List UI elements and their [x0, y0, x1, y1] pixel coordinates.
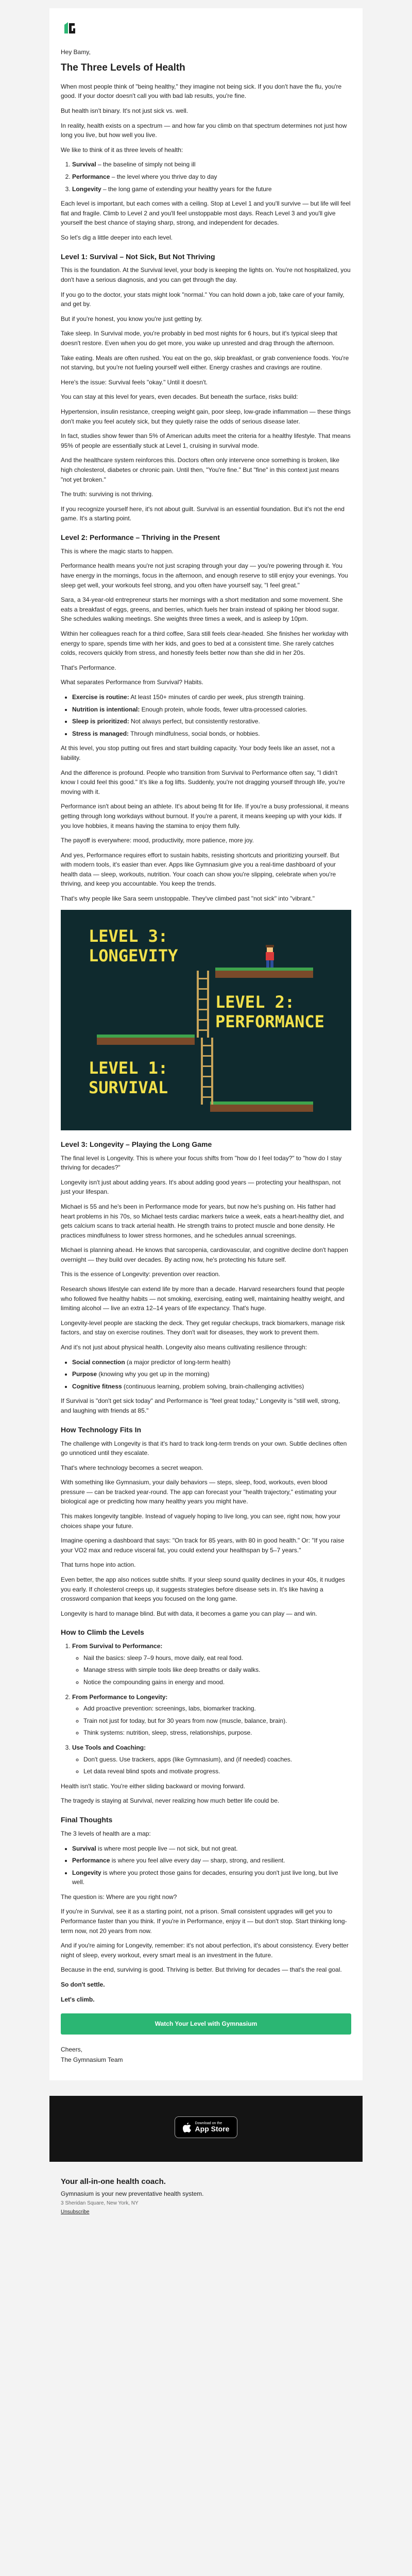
list-item: • Nutrition is intentional: Enough protein, whole foods, fewer ultra-processed calories. — [72, 705, 351, 715]
list-item: 1. From Survival to Performance: ◦ Nail the basics: sleep 7–9 hours, move daily, eat real food. ◦ Manage stress with simple tools like deep breaths or daily walks. ◦ Notice the compounding gains in energy and mood. — [72, 1641, 351, 1687]
paragraph: The challenge with Longevity is that it's hard to track long-term trends on your own. Subtle declines often go unnoticed until they escalate. — [61, 1439, 347, 1457]
list-item: • Survival is where most people live — not sick, but not great. — [72, 1844, 351, 1854]
paragraph: And the difference is profound. People who transition from Survival to Performance often say, "I didn't know I could feel this good." It's like a fog lifts. Suddenly, you're not dragging yourself through life, you're moving with it. — [61, 769, 345, 795]
apple-icon — [183, 2123, 191, 2132]
paragraph: With something like Gymnasium, your daily behaviors — steps, sleep, food, workouts, even blood pressure — can be tracked year-round. The app can forecast your "health trajectory," estimating your biological age or predicting how many healthy years you might have. — [61, 1479, 337, 1505]
intro-paragraph: We like to think of it as three levels of health: — [61, 146, 183, 154]
hero-label-level3-text: LEVEL 3: LONGEVITY — [89, 926, 178, 965]
footer-tagline: Your all-in-one health coach. — [61, 2177, 166, 2186]
list-item: • Purpose (knowing why you get up in the morning) — [72, 1369, 351, 1379]
list-item: ◦ Think systems: nutrition, sleep, stress, relationships, purpose. — [83, 1728, 351, 1738]
platform-level1 — [210, 1105, 313, 1112]
app-store-button[interactable] — [175, 2116, 237, 2138]
paragraph: The 3 levels of health are a map: — [61, 1829, 151, 1837]
paragraph: Performance isn't about being an athlete. It's about being fit for life. If you're a busy professional, it means getting through long workdays without burnout. If you're a parent, it means keeping up with your kids. If you love hobbies, it means having the stamina to enjoy them fully. — [61, 803, 349, 829]
greeting: Hey Bamy, — [61, 48, 91, 56]
paragraph: The final level is Longevity. This is where your focus shifts from "how do I feel today?" to "how do I stay thriving for decades?" — [61, 1154, 342, 1172]
paragraph: So don't settle. — [61, 1981, 105, 1989]
hero-illustration — [61, 910, 351, 1130]
paragraph: If Survival is "don't get sick today" and Performance is "feel great today," Longevity is "still well, strong, and laughing with friends at 85." — [61, 1397, 340, 1415]
page-title: The Three Levels of Health — [61, 62, 185, 74]
paragraph: And it's not just about physical health. Longevity also means cultivating resilience through: — [61, 1344, 307, 1351]
paragraph: In fact, studies show fewer than 5% of American adults meet the criteria for a healthy lifestyle. That means 95% of people are essentially stuck at Level 1, cruising in survival mode. — [61, 432, 351, 449]
list-item: • Stress is managed: Through mindfulness, social bonds, or hobbies. — [72, 729, 351, 739]
intro-paragraph: When most people think of "being healthy," they imagine not being sick. If you don't have the flu, you're good. If your doctor doesn't call you with bad lab results, you're fine. — [61, 82, 342, 100]
section-heading-climb: How to Climb the Levels — [61, 1628, 144, 1637]
footer — [49, 2162, 363, 2239]
list-item: 2. Performance – the level where you thrive day to day — [72, 172, 351, 182]
paragraph: Take eating. Meals are often rushed. You eat on the go, skip breakfast, or grab convenience foods. You're not starving, but you're not fueling yourself well either. Energy crashes and cravings are routine. — [61, 354, 349, 371]
paragraph: The tragedy is staying at Survival, never realizing how much better life could be. — [61, 1797, 280, 1805]
list-item: ◦ Nail the basics: sleep 7–9 hours, move daily, eat real food. — [83, 1653, 351, 1663]
paragraph: Here's the issue: Survival feels "okay." Until it doesn't. — [61, 378, 208, 386]
pillars-list — [61, 1358, 351, 1392]
paragraph: Let's climb. — [61, 1995, 95, 2003]
paragraph: That's where technology becomes a secret weapon. — [61, 1464, 203, 1471]
list-item: ◦ Add proactive prevention: screenings, labs, biomarker tracking. — [83, 1704, 351, 1714]
intro-paragraph: In reality, health exists on a spectrum — and how far you climb on that spectrum determines not just how long you live, but how well you live. — [61, 122, 347, 139]
cta-wrapper — [61, 2013, 351, 2035]
list-item: 1. Survival – the baseline of simply not being ill — [72, 160, 351, 170]
intro-paragraph: Each level is important, but each comes with a ceiling. Stop at Level 1 and you'll survive — but life will feel flat and fragile. Climb to Level 2 and you'll feel unstoppable most days. Reach Level 3 and you'll give yourself the best chance of staying sharp, strong, and independent for decades. — [61, 200, 351, 227]
footer-description: Gymnasium is your new preventative health system. — [61, 2190, 204, 2197]
paragraph: Hypertension, insulin resistance, creeping weight gain, poor sleep, low-grade inflammation — these things don't make you feel acutely sick, but they quietly raise the odds of serious disease later. — [61, 408, 351, 425]
platform-level2 — [97, 1038, 195, 1045]
paragraph: The question is: Where are you right now? — [61, 1893, 177, 1901]
list-item: 3. Use Tools and Coaching: ◦ Don't guess. Use trackers, apps (like Gymnasium), and (if needed) coaches. ◦ Let data reveal blind spots and motivate progress. — [72, 1743, 351, 1776]
final-levels-list — [61, 1844, 351, 1887]
paragraph: This is where the magic starts to happen. — [61, 547, 174, 555]
paragraph: Health isn't static. You're either sliding backward or moving forward. — [61, 1782, 246, 1790]
list-item: 2. From Performance to Longevity: ◦ Add proactive prevention: screenings, labs, biomarker tracking. ◦ Train not just for today, but for 30 years from now (muscle, balance, brain). ◦ Think systems: nutrition, sleep, stress, relationships, purpose. — [72, 1692, 351, 1738]
paragraph: Within her colleagues reach for a third coffee, Sara still feels clear-headed. She finishes her workday with energy to spare, spends time with her kids, and goes to bed at a consistent time. She rarely catches colds, recovers quickly from stress, and honestly feels better now than she did in her 20s. — [61, 630, 349, 657]
paragraph: And the healthcare system reinforces this. Doctors often only intervene once something is broken, like high cholesterol, diabetes or chronic pain. Until then, "You're fine." But "fine" in this context just means "not yet broken." — [61, 456, 339, 483]
section-heading-tech: How Technology Fits In — [61, 1425, 142, 1434]
pixel-levels-illustration — [61, 910, 351, 1130]
footer-address: 3 Sheridan Square, New York, NY — [61, 2200, 139, 2206]
habits-list — [61, 692, 351, 738]
intro-paragraph: So let's dig a little deeper into each level. — [61, 234, 173, 241]
gymnasium-logo-icon — [61, 20, 78, 37]
list-item: • Sleep is prioritized: Not always perfect, but consistently restorative. — [72, 717, 351, 726]
list-item: • Cognitive fitness (continuous learning, problem solving, brain-challenging activities) — [72, 1382, 351, 1392]
signoff-line: Cheers, — [61, 2045, 83, 2053]
paragraph: If you go to the doctor, your stats might look "normal." You can hold down a job, take care of your family, and get by. — [61, 291, 345, 308]
paragraph: Michael is planning ahead. He knows that sarcopenia, cardiovascular, and cognitive decline don't happen overnight — they build over decades. By acting now, he's protecting his future self. — [61, 1246, 348, 1263]
list-item: • Longevity is where you protect those gains for decades, ensuring you don't just live long, but live well. — [72, 1868, 351, 1887]
paragraph: Imagine opening a dashboard that says: "On track for 85 years, with 80 in good health." Or: "If you raise your VO2 max and reduce visceral fat, you could extend your healthspan by 5–7 years." — [61, 1537, 345, 1554]
paragraph: The payoff is everywhere: mood, productivity, more patience, more joy. — [61, 837, 254, 844]
paragraph: That's why people like Sara seem unstoppable. They've climbed past "not sick" into "vibrant." — [61, 895, 315, 903]
list-item: • Performance is where you feel alive every day — sharp, strong, and resilient. — [72, 1856, 351, 1866]
list-item: ◦ Let data reveal blind spots and motivate progress. — [83, 1767, 351, 1776]
hero-label-level2-text: LEVEL 2: PERFORMANCE — [215, 992, 324, 1031]
store-small-text: Download on the — [195, 2121, 222, 2125]
signoff-line: The Gymnasium Team — [61, 2056, 123, 2064]
paragraph: Because in the end, surviving is good. Thriving is better. But thriving for decades — that's the real goal. — [61, 1966, 342, 1974]
paragraph: This makes longevity tangible. Instead of vaguely hoping to live long, you can see, right now, how your choices shape your future. — [61, 1513, 340, 1530]
cta-button[interactable]: Watch Your Level with Gymnasium — [61, 2013, 351, 2035]
paragraph: That's Performance. — [61, 664, 116, 671]
unsubscribe-link[interactable]: Unsubscribe — [61, 2209, 90, 2215]
paragraph: If you're in Survival, see it as a starting point, not a prison. Small consistent upgrades will get you to Performance faster than you think. If you're in Performance, enjoy it — but don't stop. Start thinking long-term now, not 20 years from now. — [61, 1908, 347, 1935]
paragraph: You can stay at this level for years, even decades. But beneath the surface, risks build: — [61, 393, 298, 401]
list-item: ◦ Manage stress with simple tools like deep breaths or daily walks. — [83, 1665, 351, 1675]
paragraph: But if you're honest, you know you're just getting by. — [61, 315, 203, 323]
list-item: ◦ Train not just for today, but for 30 years from now (muscle, balance, brain). — [83, 1716, 351, 1726]
store-big-text: App Store — [195, 2125, 230, 2133]
paragraph: And if you're aiming for Longevity, remember: it's not about perfection, it's about consistency. Every better night of sleep, every workout, every smart meal is an investment in the future. — [61, 1942, 349, 1959]
list-item: • Social connection (a major predictor of long-term health) — [72, 1358, 351, 1367]
platform-level3 — [215, 971, 313, 978]
paragraph: Take sleep. In Survival mode, you're probably in bed most nights for 6 hours, but it's typical sleep that doesn't restore. Even when you do get more, you wake up unrested and drag through the afternoon. — [61, 330, 337, 347]
list-item: 3. Longevity – the long game of extending your healthy years for the future — [72, 184, 351, 194]
paragraph: Michael is 55 and he's been in Performance mode for years, but now he's pushing on. His father had heart problems in his 70s, so Michael tests cardiac markers twice a week, eats a heart-healthy diet, and gets calcium scans to track arterial health. He strength trains to protect muscle and bone density. He practices mindfulness to lower stress hormones, and he schedules annual screenings. — [61, 1202, 344, 1239]
paragraph: Sara, a 34-year-old entrepreneur starts her mornings with a short meditation and some movement. She eats a breakfast of eggs, greens, and berries, which fuels her brain instead of spiking her blood sugar. She schedules walking meetings. She weights three times a week, and is asleep by 10pm. — [61, 596, 343, 623]
paragraph: Research shows lifestyle can extend life by more than a decade. Harvard researchers found that people who followed five healthy habits — not smoking, exercising, eating well, maintaining healthy weight, and limiting alcohol — live an extra 12–14 years of life expectancy. That's huge. — [61, 1285, 345, 1312]
paragraph: This is the foundation. At the Survival level, your body is keeping the lights on. You're not hospitalized, you don't have a serious diagnosis, and you can get through the day. — [61, 266, 351, 284]
intro-paragraph: But health isn't binary. It's not just sick vs. well. — [61, 107, 188, 115]
section-heading-level2: Level 2: Performance – Thriving in the Present — [61, 533, 220, 541]
section-heading-level3: Level 3: Longevity – Playing the Long Game — [61, 1140, 212, 1148]
paragraph: That turns hope into action. — [61, 1561, 136, 1569]
paragraph: If you recognize yourself here, it's not about guilt. Survival is an essential foundation. But it's not the end game. It's a starting point. — [61, 505, 345, 522]
section-heading-final: Final Thoughts — [61, 1816, 113, 1824]
paragraph: What separates Performance from Survival? Habits. — [61, 679, 203, 686]
paragraph: And yes, Performance requires effort to sustain habits, resisting shortcuts and prioritizing yourself. But with modern tools, it's easier than ever. Apps like Gymnasium give you a real-time dashboard of your health data — sleep, workouts, nutrition. Your coach can show you're slipping, celebrate when you're thriving, and keep you accountable. You keep the trends. — [61, 851, 339, 888]
paragraph: At this level, you stop putting out fires and start building capacity. Your body feels like an asset, not a liability. — [61, 744, 335, 761]
paragraph: Longevity is hard to manage blind. But with data, it becomes a game you can play — and win. — [61, 1609, 317, 1617]
paragraph: Even better, the app also notices subtle shifts. If your sleep sound quality declines in your 40s, it nudges you early. If cholesterol creeps up, it suggests strategies before disease sets in. It's like having a crossword companion that keeps you focused on the long game. — [61, 1576, 345, 1603]
list-item: • Exercise is routine: At least 150+ minutes of cardio per week, plus strength training. — [72, 692, 351, 702]
signoff — [61, 2045, 351, 2065]
email-card — [49, 8, 363, 2080]
climb-steps-list — [61, 1641, 351, 1776]
paragraph: This is the essence of Longevity: prevention over reaction. — [61, 1270, 220, 1278]
list-item: ◦ Notice the compounding gains in energy and mood. — [83, 1677, 351, 1687]
hero-label-level1-text: LEVEL 1: SURVIVAL — [89, 1058, 168, 1097]
paragraph: The truth: surviving is not thriving. — [61, 490, 153, 498]
paragraph: Longevity-level people are stacking the deck. They get regular checkups, track biomarkers, manage risk factors, and stay on exercise routines. They don't wait for diseases, they work to prevent them. — [61, 1319, 345, 1336]
paragraph: Performance health means you're not just scraping through your day — you're powering through it. You have energy in the mornings, focus in the afternoon, and enough reserve to still enjoy your evenings. You sleep get well, your workouts feel strong, and you often have yourself say, "I feel great." — [61, 562, 348, 589]
app-store-band — [49, 2096, 363, 2162]
email-container — [49, 0, 363, 2239]
section-heading-level1: Level 1: Survival – Not Sick, But Not Thriving — [61, 252, 215, 261]
levels-list — [61, 160, 351, 194]
paragraph: Longevity isn't just about adding years. It's about adding good years — protecting your healthspan, not just your lifespan. — [61, 1178, 341, 1196]
list-item: ◦ Don't guess. Use trackers, apps (like Gymnasium), and (if needed) coaches. — [83, 1755, 351, 1765]
